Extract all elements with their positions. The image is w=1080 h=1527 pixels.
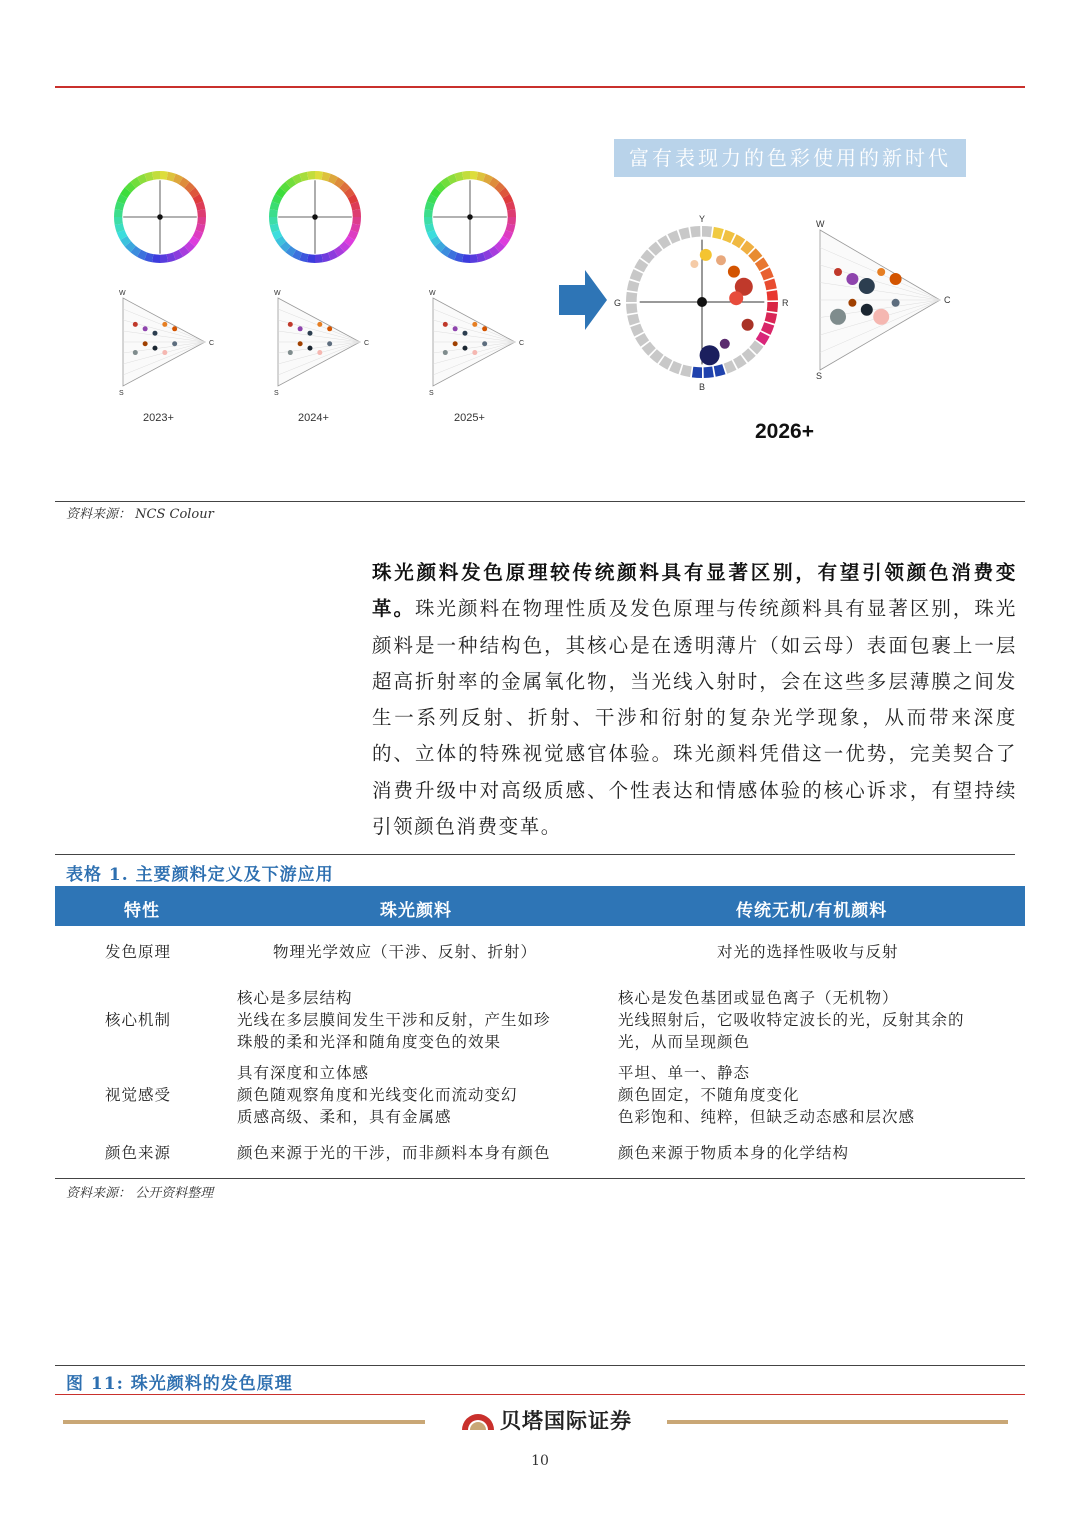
pearl-2-line-3: 珠般的柔和光泽和随角度变色的效果 — [237, 1033, 502, 1051]
triangle-2026-axis-letter: C — [944, 295, 951, 305]
row-feature-3: 视觉感受 — [105, 1086, 172, 1104]
header-rule — [55, 86, 1025, 88]
wheel-3-center — [467, 214, 473, 220]
wheel-2026-segment — [692, 367, 702, 378]
color-trend-figure — [55, 130, 1025, 490]
color-chart-svg — [55, 130, 1025, 490]
pearl-2-line-1: 核心是多层结构 — [237, 989, 353, 1007]
triangle-2026-axis-letter: W — [816, 219, 825, 229]
figure-source: 资料来源： NCS Colour — [66, 507, 214, 522]
triangle-1-dot — [162, 322, 167, 327]
triangle-1-dot — [133, 322, 138, 327]
wheel-2026-segment — [626, 304, 637, 314]
triangle-3-dot — [462, 346, 467, 351]
triangle-3-dot — [443, 322, 448, 327]
triangle-2-dot — [298, 326, 303, 331]
triangle-2026-dot — [830, 309, 846, 325]
triangle-2026-dot — [877, 268, 885, 276]
wheel-2026-segment — [690, 226, 700, 237]
table-title: 表格 1. 主要颜料定义及下游应用 — [66, 865, 334, 885]
header-pearl: 珠光颜料 — [380, 901, 452, 921]
triangle-3-axis-letter: C — [519, 340, 525, 347]
triangle-1-axis-letter: W — [119, 290, 126, 297]
row-feature-4: 颜色来源 — [105, 1144, 172, 1162]
triangle-2026-dot — [846, 273, 858, 285]
header-feature: 特性 — [124, 901, 160, 921]
wheel-2-center — [312, 214, 318, 220]
trad-3-line-1: 平坦、单一、静态 — [618, 1064, 751, 1082]
triangle-3-dot — [453, 326, 458, 331]
table-header — [55, 886, 1025, 926]
wheel-2026-segment — [627, 314, 640, 326]
triangle-2026-dot — [848, 299, 856, 307]
triangle-2026-dot — [859, 278, 875, 294]
wheel-2026-segment — [630, 269, 643, 282]
triangle-2-dot — [288, 350, 293, 355]
year-label-2026: 2026+ — [755, 420, 814, 443]
triangle-1-dot — [172, 326, 177, 331]
triangle-2026-dot — [892, 299, 900, 307]
triangle-2-dot — [307, 331, 312, 336]
trad-2-line-3: 光，从而呈现颜色 — [618, 1033, 751, 1051]
row-feature-1: 发色原理 — [105, 943, 172, 961]
trad-3-line-2: 颜色固定，不随角度变化 — [618, 1086, 800, 1104]
wheel-2026-segment — [626, 292, 637, 302]
wheel-2026-segment — [702, 226, 712, 237]
triangle-1-axis-letter: C — [209, 340, 215, 347]
figure11-title: 图 11: 珠光颜料的发色原理 — [66, 1374, 293, 1394]
wheel-2026-segment — [704, 367, 714, 378]
wheel-2026-segment — [669, 361, 682, 374]
triangle-1-dot — [143, 326, 148, 331]
triangle-2026-dot — [890, 273, 902, 285]
triangle-2-axis-letter: C — [364, 340, 370, 347]
wheel-2026-dot — [690, 260, 698, 268]
triangle-1-dot — [133, 350, 138, 355]
paragraph-text: 珠光颜料在物理性质及发色原理与传统颜料具有显著区别，珠光颜料是一种结构色，其核心是在透明薄片（如云母）表面包裹上一层超高折射率的金属氧化物，当光线入射时，会在这些多层薄膜之间发生一系列反射、折射、干涉和衍射的复杂光学现象，从而带来深度的、立体的特殊视觉感官体验。珠光颜料凭借这一优势，完美契合了消费升级中对高级质感、个性表达和情感体验的核心诉求，有望持续引领颜色消费变革。 — [372, 597, 1017, 839]
triangle-3-dot — [482, 341, 487, 346]
company-logo-icon — [460, 1404, 496, 1436]
wheel-2026-axis-letter: Y — [699, 214, 706, 224]
row-trad-1: 对光的选择性吸收与反射 — [717, 943, 899, 961]
trad-2-line-2: 光线照射后，它吸收特定波长的光，反射其余的 — [618, 1011, 965, 1029]
wheel-2026-dot — [729, 291, 743, 305]
wheel-2026-segment — [767, 302, 778, 312]
triangle-2-dot — [298, 341, 303, 346]
right-arrow-icon — [559, 270, 607, 330]
wheel-2026-segment — [767, 290, 778, 300]
table-source: 资料来源： 公开资料整理 — [66, 1186, 214, 1201]
triangle-3-dot — [462, 331, 467, 336]
row-pearl-4: 颜色来源于光的干涉，而非颜料本身有颜色 — [237, 1144, 551, 1162]
triangle-1-dot — [143, 341, 148, 346]
fig11-bottom-rule — [55, 1394, 1025, 1395]
triangle-2-dot — [327, 326, 332, 331]
pearl-2-line-2: 光线在多层膜间发生干涉和反射，产生如珍 — [237, 1011, 551, 1029]
triangle-3-dot — [453, 341, 458, 346]
triangle-2026-dot — [834, 268, 842, 276]
footer-rule-right — [667, 1420, 1008, 1424]
triangle-2-axis-letter: W — [274, 290, 281, 297]
pearl-3-line-1: 具有深度和立体感 — [237, 1064, 370, 1082]
row-pearl-2 — [237, 987, 551, 1053]
triangle-2-dot — [317, 350, 322, 355]
company-name: 贝塔国际证券 — [500, 1410, 632, 1433]
row-trad-2 — [618, 987, 965, 1053]
year-label-2024: 2024+ — [298, 412, 329, 424]
year-label-2025: 2025+ — [454, 412, 485, 424]
wheel-2026-segment — [765, 312, 777, 324]
row-trad-4: 颜色来源于物质本身的化学结构 — [618, 1144, 850, 1162]
header-traditional: 传统无机/有机颜料 — [736, 901, 888, 921]
triangle-2026-dot — [873, 309, 889, 325]
wheel-2026-dot — [728, 266, 740, 278]
pearl-3-line-2: 颜色随观察角度和光线变化而流动变幻 — [237, 1086, 518, 1104]
paragraph-lead: 珠光颜料发色原理较传统颜料具有显著区别，有望引领颜色消费变革。 — [372, 561, 1017, 621]
wheel-2026-segment — [712, 227, 724, 239]
triangle-3-axis-letter: S — [429, 390, 434, 397]
figure-bottom-rule — [55, 501, 1025, 502]
wheel-2026-axis-letter: G — [614, 298, 622, 308]
page-number: 10 — [531, 1453, 549, 1469]
footer-rule-left — [63, 1420, 425, 1424]
triangle-2-dot — [327, 341, 332, 346]
triangle-2026-axis-letter: S — [816, 371, 823, 381]
triangle-2026-dot — [861, 304, 873, 316]
triangle-3-axis-letter: W — [429, 290, 436, 297]
row-pearl-3 — [237, 1062, 518, 1128]
triangle-1-dot — [152, 346, 157, 351]
wheel-2026-dot — [700, 345, 720, 365]
wheel-2026-dot — [700, 249, 712, 261]
triangle-3-dot — [472, 322, 477, 327]
year-label-2023: 2023+ — [143, 412, 174, 424]
wheel-2026-segment — [761, 322, 774, 335]
fig11-top-rule — [55, 1365, 1025, 1366]
triangle-3-dot — [472, 350, 477, 355]
row-pearl-1: 物理光学效应（干涉、反射、折射） — [273, 943, 538, 961]
wheel-2026-segment — [680, 365, 692, 377]
wheel-2026-segment — [764, 279, 777, 291]
triangle-2-dot — [317, 322, 322, 327]
triangle-2-dot — [307, 346, 312, 351]
triangle-3-dot — [482, 326, 487, 331]
wheel-2026-segment — [714, 364, 726, 377]
trad-3-line-3: 色彩饱和、纯粹，但缺乏动态感和层次感 — [618, 1108, 916, 1126]
wheel-2026-axis-letter: R — [782, 298, 789, 308]
table-bottom-rule — [55, 1178, 1025, 1179]
table-top-rule — [55, 854, 1015, 855]
triangle-2-dot — [288, 322, 293, 327]
wheel-2026-segment — [722, 230, 735, 243]
triangle-3-dot — [443, 350, 448, 355]
figure-banner: 富有表现力的色彩使用的新时代 — [614, 139, 966, 177]
wheel-2026-center — [697, 297, 707, 307]
triangle-1-dot — [152, 331, 157, 336]
wheel-2026-segment — [679, 227, 691, 240]
wheel-2026-dot — [720, 339, 730, 349]
row-trad-3 — [618, 1062, 915, 1128]
body-paragraph — [372, 555, 1017, 845]
row-feature-2: 核心机制 — [105, 1011, 172, 1029]
wheel-2026-dot — [716, 255, 726, 265]
pearl-3-line-3: 质感高级、柔和，具有金属感 — [237, 1108, 452, 1126]
wheel-2026-axis-letter: B — [699, 382, 706, 392]
triangle-1-dot — [162, 350, 167, 355]
wheel-2026-segment — [627, 280, 639, 292]
triangle-1-dot — [172, 341, 177, 346]
wheel-1-center — [157, 214, 163, 220]
triangle-1-axis-letter: S — [119, 390, 124, 397]
trad-2-line-1: 核心是发色基团或显色离子（无机物） — [618, 989, 899, 1007]
triangle-2-axis-letter: S — [274, 390, 279, 397]
wheel-2026-dot — [742, 319, 754, 331]
